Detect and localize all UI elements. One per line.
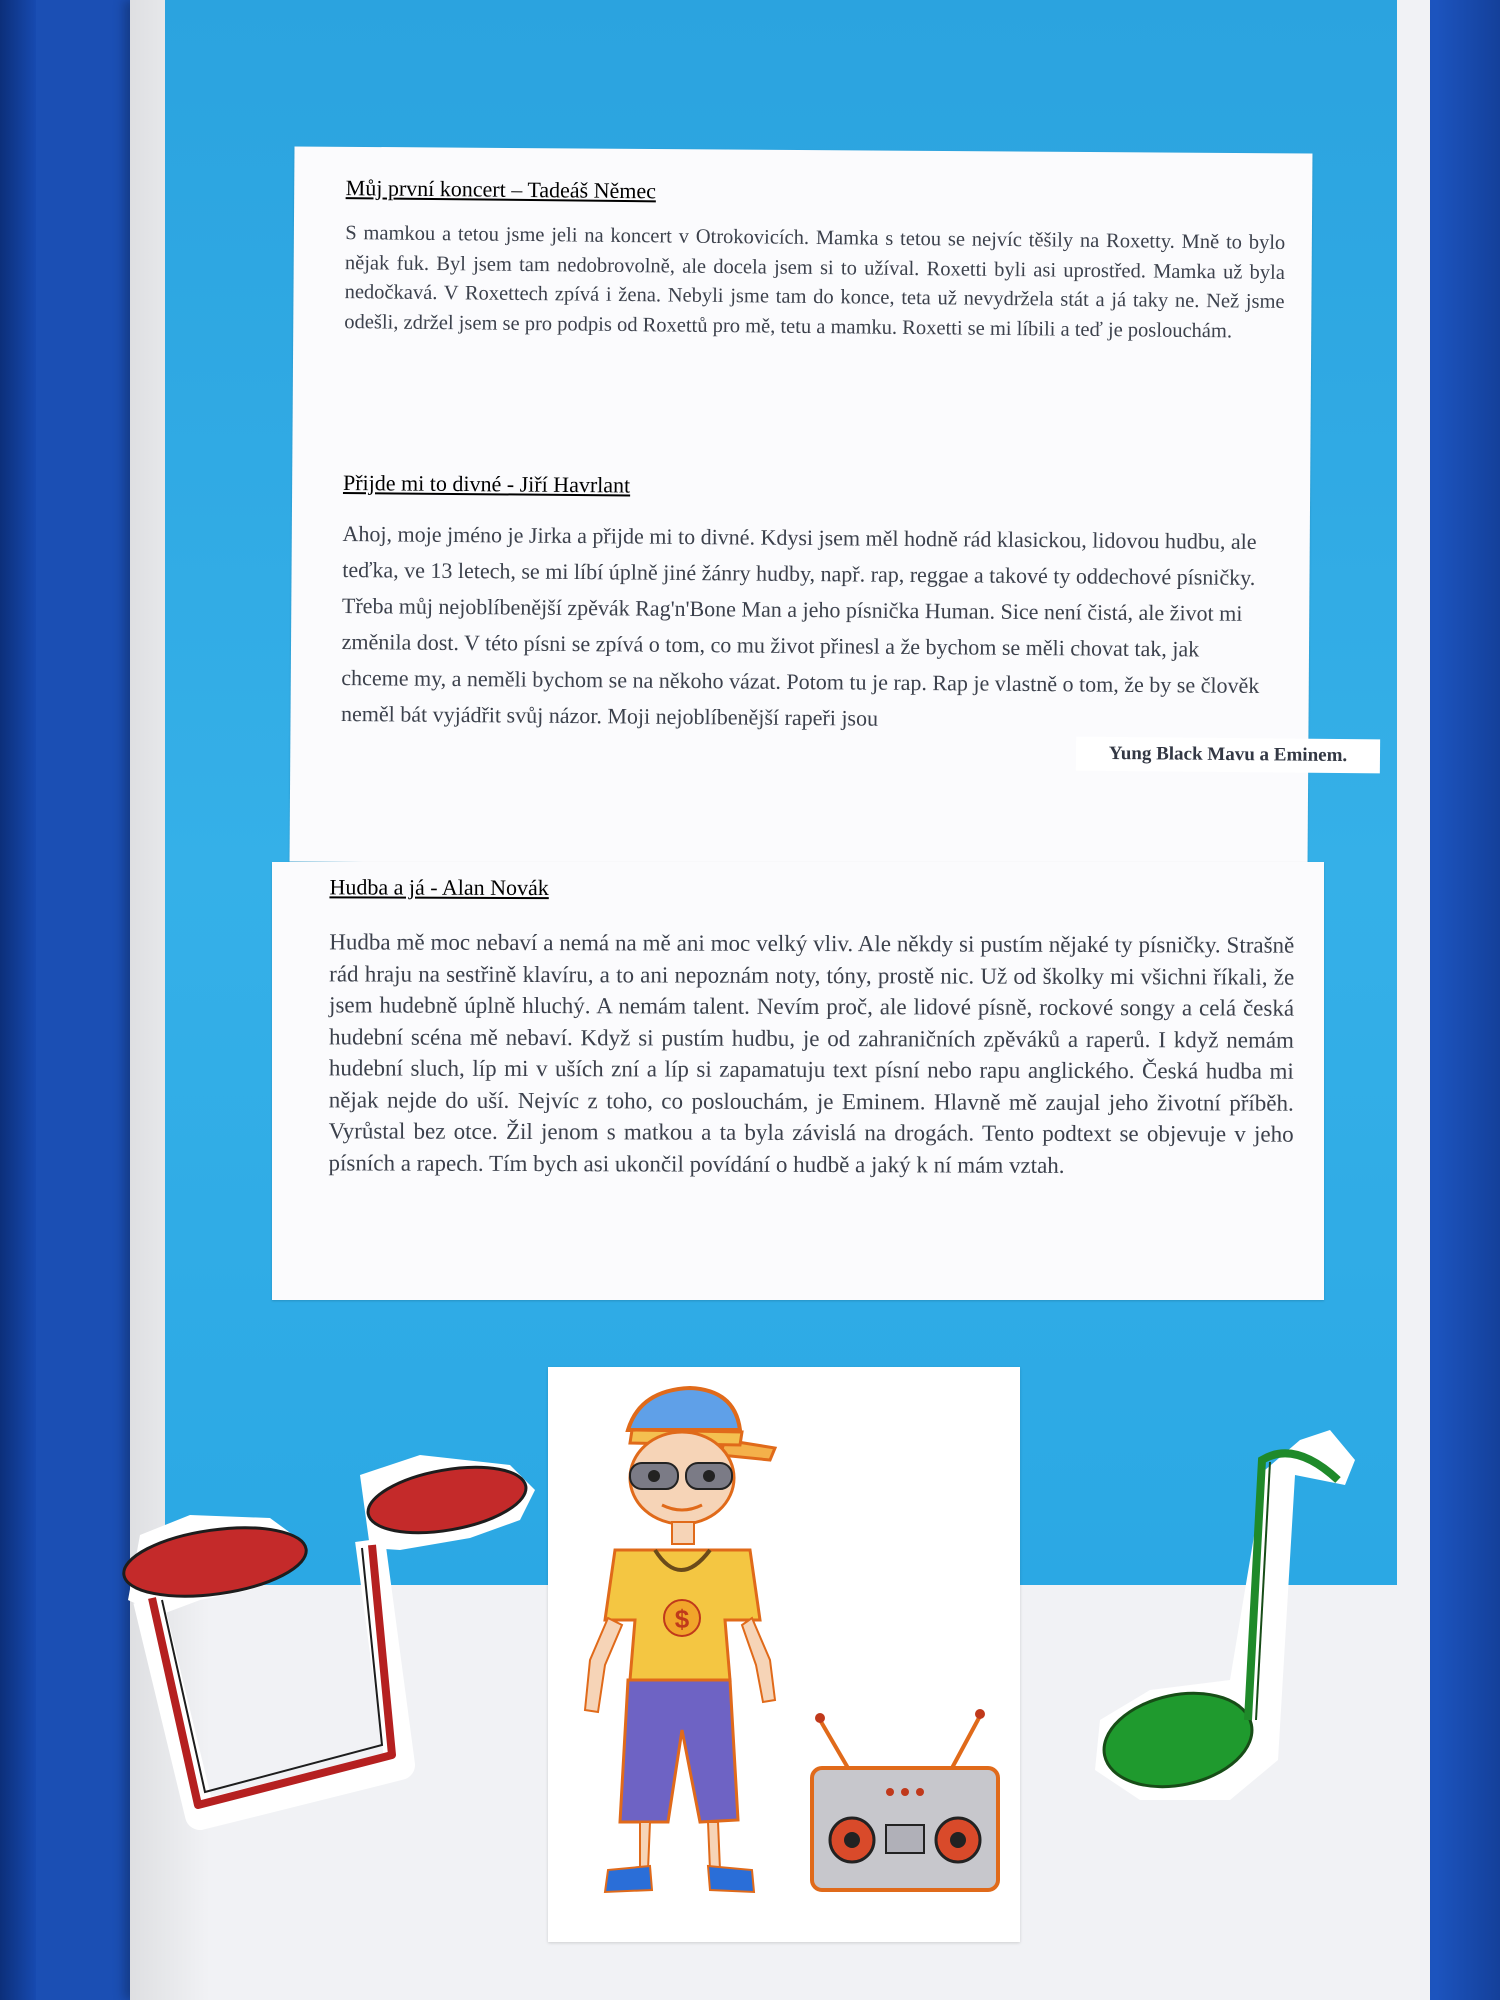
essay-body: Ahoj, moje jméno je Jirka a přijde mi to divné. Kdysi jsem měl hodně rád klasickou, lidovou hudbu, ale teďka, ve 13 letech, se mi líbí úplně jiné žánry hudby, např. rap, reggae a takové ty oddechové písničky. Třeba můj nejoblíbenější zpěvák Rag'n'Bone Man a jeho písnička Human. Sice není čistá, ale život mi změnila dost. V této písni se zpívá o tom, co mu život přinesl a že bychom se měli chovat tak, jak chceme my, a neměli bychom se na někoho vázat. Potom tu je rap. Rap je vlastně o tom, že by se člověk neměl bát vyjádřit svůj názor. Moji nejoblíbenější rapeři jsou xyxy=(340,520,1260,731)
necklace-dollar: $ xyxy=(674,1604,690,1634)
pasted-name-label: Yung Black Mavu a Eminem. xyxy=(1076,737,1380,774)
essay-title: Můj první koncert – Tadeáš Němec xyxy=(345,175,657,204)
green-note-icon xyxy=(1095,1430,1355,1800)
essay-title: Přijde mi to divné - Jiří Havrlant xyxy=(342,469,631,498)
essay-body: Hudba mě moc nebaví a nemá na mě ani moc velký vliv. Ale někdy si pustím nějaké ty písničky. Strašně rád hraju na sestřině klavíru, a to ani nepoznám noty, tóny, prostě nic. Už od školky mi všichni říkali, že jsem hudebně úplně hluchý. A nemám talent. Nevím proč, ale lidové písně, rockové songy a celá česká hudební scéna mě nebaví. Když si pustím hudbu, je od zahraničních zpěváků a raperů. I když nemám hudební sluch, líp mi v uších zní a líp si zapamatuju text písní nebo rapu anglického. Česká hudba mi nějak nejde do uší. Nejvíc z toho, co poslouchám, je Eminem. Hlavně mě zaujal jeho životní příběh. Vyrůstal bez otce. Žil jenom s matkou a ta byla závislá na drogách. Tento podtext se objevuje v jeho písních a rapech. Tím bych asi ukončil povídání o hudbě a jaký k ní mám vztah. xyxy=(328,929,1295,1178)
radio-icon xyxy=(812,1709,998,1890)
red-note-icon xyxy=(119,1455,535,1815)
boy-drawing xyxy=(585,1388,775,1892)
essay-body: S mamkou a tetou jsme jeli na koncert v Otrokovicích. Mamka s tetou se nejvíc těšily na Roxetty. Mně to bylo nějak fuk. Byl jsem tam nedobrovolně, ale docela jsem si to užíval. Roxetti byli asi uprostřed. Mamka už byla nedočkavá. V Roxettech zpívá i žena. Nebyli jsme tam do konce, teta už nevydržela stát a já taky ne. Než jsme odešli, zdržel jsem se pro podpis od Roxettů pro mě, tetu a mamku. Roxetti se mi líbili a teď je poslouchám. xyxy=(344,222,1286,342)
essay-title: Hudba a já - Alan Novák xyxy=(329,874,549,901)
